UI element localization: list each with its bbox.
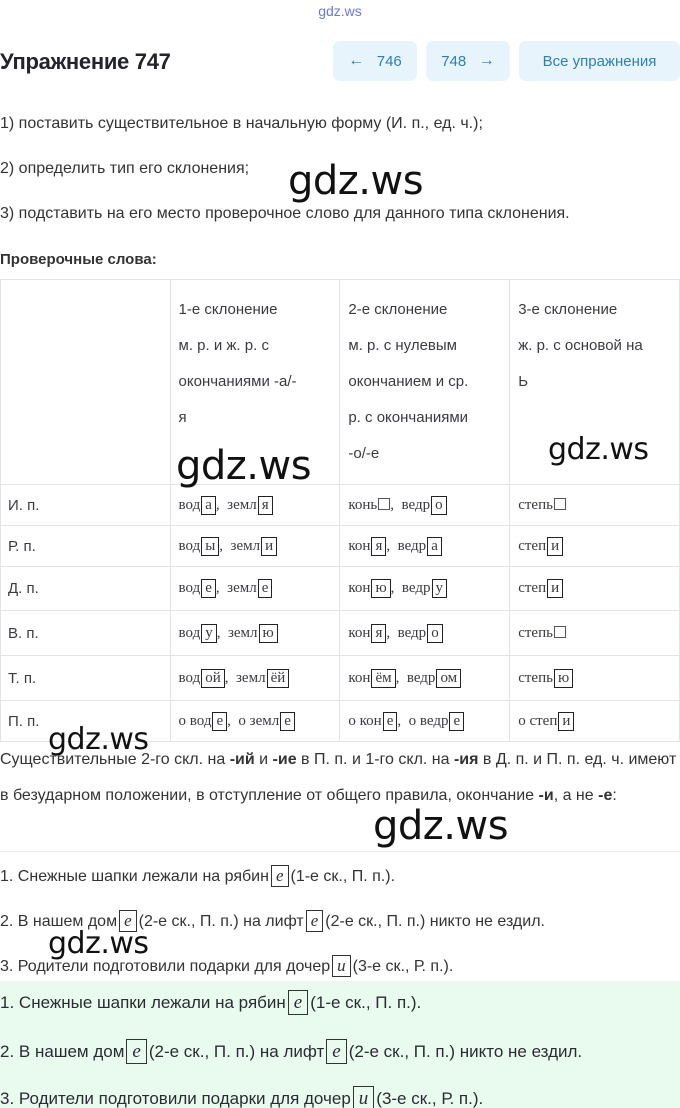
prev-exercise-button[interactable] [333, 41, 417, 81]
highlight-line-3 [0, 1086, 483, 1108]
declension-table [0, 279, 680, 742]
word-ending: е [212, 712, 227, 731]
answer-text: (3-е ск., Р. п.). [376, 1089, 484, 1108]
word-stem: степь [518, 669, 553, 686]
header-desc-line: м. р. с нулевым [348, 337, 457, 354]
word-stem: земл [227, 496, 257, 513]
header-desc-line: ж. р. с основой на [518, 337, 643, 354]
forms-declension-2: кон я , ведр о [340, 611, 510, 656]
word-ending: е [280, 712, 295, 731]
word-stem: вод [178, 537, 201, 554]
word-ending: ой [201, 669, 225, 688]
word-ending: е [201, 579, 216, 598]
word-stem: вод [178, 624, 201, 641]
word-ending: о [427, 624, 443, 643]
forms-declension-1: вод ой , земл ёй [170, 656, 340, 701]
answer-text: В нашем дом [17, 913, 118, 930]
header-desc-line: Ь [518, 373, 529, 390]
header-desc-line: р. с окончаниями [348, 409, 469, 426]
header-desc-line: окончаниями -а/- [178, 373, 297, 390]
answer-text: (3-е ск., Р. п.). [352, 958, 454, 975]
word-stem: степь [518, 496, 553, 513]
answer-ending-box: е [326, 1039, 346, 1064]
word-stem: кон [348, 537, 371, 554]
word-ending: и [547, 579, 563, 598]
answer-ending-box: е [126, 1039, 146, 1064]
word-stem: вод [178, 580, 201, 596]
word-stem: ведр [406, 669, 436, 686]
step-1: 1) поставить существительное в начальную форму (И. п., ед. ч.); [0, 115, 483, 132]
word-stem: степ [518, 580, 547, 596]
answer-ending-box: и [353, 1086, 375, 1108]
word-stem: степ [518, 537, 547, 554]
word-ending: ы [201, 537, 219, 556]
note-ending: -ия [453, 751, 479, 768]
note-text: и [254, 751, 273, 768]
note-text: в Д. п. и П. п. ед. ч. имеют в безударном положении, в отступление от общего правила, окончание [0, 751, 677, 804]
answer-number: 2. [0, 1042, 15, 1061]
word-stem: кон [348, 624, 371, 641]
answer-text: Родители подготовили подарки для дочер [17, 958, 331, 975]
header-desc-line: м. р. и ж. р. с [178, 337, 269, 354]
word-ending: и [558, 712, 574, 731]
watermark: gdz.ws [373, 803, 509, 849]
prev-exercise-label: 746 [376, 52, 402, 70]
word-ending: я [258, 496, 273, 515]
answer-number: 1. [0, 868, 14, 885]
word-stem: ведр [401, 496, 431, 513]
answer-text: Родители подготовили подарки для дочер [18, 1089, 351, 1108]
forms-declension-2: конь , ведр о [340, 485, 510, 526]
answer-text: Снежные шапки лежали на рябин [18, 993, 286, 1012]
header-desc-line: окончанием и ср. [348, 373, 469, 390]
forms-declension-3 [510, 526, 680, 567]
forms-declension-3 [510, 656, 680, 701]
note-text: Существительные 2-го скл. на [0, 751, 230, 768]
forms-declension-1: вод е , земл е [170, 567, 340, 611]
step-3: 3) подставить на его место проверочное слово для данного типа склонения. [0, 205, 570, 222]
word-stem: конь [348, 496, 378, 513]
header-desc-line: я [178, 409, 187, 426]
word-ending: ю [554, 669, 573, 688]
word-ending: а [201, 496, 216, 515]
next-exercise-label: 748 [441, 52, 467, 70]
null-ending-box [378, 498, 390, 510]
answer-text: (2-е ск., П. п.) на лифт [138, 913, 304, 930]
note-text: в П. п. и 1-го скл. на [296, 751, 454, 768]
word-stem: земл [227, 624, 258, 641]
arrow-right-icon: → [478, 52, 495, 69]
answer-number: 3. [0, 958, 14, 975]
case-name: Р. п. [1, 526, 171, 567]
word-ending: а [427, 537, 442, 556]
word-stem: земл [230, 537, 261, 554]
answer-ending-box: е [306, 910, 324, 932]
answer-text: В нашем дом [18, 1042, 125, 1061]
word-stem: ведр [397, 537, 427, 554]
answer-text: (2-е ск., П. п.) никто не ездил. [325, 913, 545, 930]
word-stem: вод [178, 496, 201, 513]
note-text: , а не [553, 787, 599, 804]
site-link[interactable]: gdz.ws [318, 3, 362, 19]
page-title: Упражнение 747 [0, 49, 171, 74]
forms-declension-1: вод а , земл я [170, 485, 340, 526]
word-ending: я [371, 537, 386, 556]
answer-text: (1-е ск., П. п.). [290, 868, 396, 885]
word-stem: кон [348, 580, 371, 596]
word-stem: о вод [178, 712, 212, 729]
check-words-label: Проверочные слова: [0, 251, 157, 268]
note-text: : [612, 787, 617, 804]
next-exercise-button[interactable] [426, 41, 510, 81]
case-name: Д. п. [1, 567, 171, 611]
table-row [1, 526, 680, 567]
word-stem: о земл [238, 712, 280, 729]
all-exercises-button[interactable]: Все упражнения [519, 41, 680, 81]
null-ending-box [554, 498, 566, 510]
word-stem: вод [178, 669, 201, 686]
answers-highlighted [0, 981, 680, 1108]
header-title: 2-е склонение [348, 301, 448, 318]
forms-declension-2: кон ём , ведр ом [340, 656, 510, 701]
highlight-line-1 [0, 990, 421, 1015]
answers-plain [0, 851, 680, 981]
answer-line-1 [0, 865, 395, 887]
header-declension-2 [340, 280, 510, 485]
word-stem: земл [227, 580, 257, 596]
highlight-line-2 [0, 1039, 582, 1064]
arrow-left-icon: ← [348, 52, 365, 69]
word-stem: о степ [518, 712, 558, 729]
table-corner-cell [1, 280, 171, 485]
word-stem: ведр [397, 624, 427, 641]
answer-number: 3. [0, 1089, 15, 1108]
word-stem: степь [518, 624, 553, 641]
word-stem: земл [236, 669, 266, 686]
word-ending: у [432, 579, 448, 598]
forms-declension-3 [510, 485, 680, 526]
watermark: gdz.ws [288, 158, 424, 204]
word-ending: ю [371, 579, 390, 598]
case-name: П. п. [1, 701, 171, 742]
note-ending: -и [538, 787, 554, 804]
forms-declension-2: кон я , ведр а [340, 526, 510, 567]
word-ending: о [431, 496, 447, 515]
watermark: gdz.ws [48, 926, 149, 961]
step-2: 2) определить тип его склонения; [0, 160, 250, 177]
table-row [1, 485, 680, 526]
answer-text: (2-е ск., П. п.) на лифт [148, 1042, 325, 1061]
answer-text: Снежные шапки лежали на рябин [17, 868, 269, 885]
exercise-header [0, 41, 680, 81]
note-ending: -е [598, 787, 613, 804]
forms-declension-2: о кон е , о ведр е [340, 701, 510, 742]
watermark: gdz.ws [48, 722, 149, 757]
forms-declension-1: вод ы , земл и [170, 526, 340, 567]
word-ending: е [383, 712, 398, 731]
case-name: В. п. [1, 611, 171, 656]
word-ending: е [258, 579, 273, 598]
word-ending: ёй [267, 669, 290, 688]
word-ending: и [547, 537, 563, 556]
answer-number: 2. [0, 913, 14, 930]
answer-ending-box: е [271, 865, 289, 887]
forms-declension-3 [510, 611, 680, 656]
answer-ending-box: е [288, 990, 308, 1015]
forms-declension-3 [510, 701, 680, 742]
word-stem: о ведр [408, 712, 449, 729]
forms-declension-1: вод у , земл ю [170, 611, 340, 656]
word-stem: ведр [401, 580, 431, 596]
word-ending: ём [371, 669, 395, 688]
note-ending: -ий [229, 751, 255, 768]
watermark: gdz.ws [548, 432, 649, 467]
answer-number: 1. [0, 993, 15, 1012]
answer-text: (1-е ск., П. п.). [310, 993, 422, 1012]
table-row [1, 567, 680, 611]
word-stem: о кон [348, 712, 382, 729]
word-ending: е [449, 712, 464, 731]
null-ending-box [554, 626, 566, 638]
table-row [1, 656, 680, 701]
header-desc-line: -о/-е [348, 445, 380, 462]
answer-ending-box: е [119, 910, 137, 932]
word-ending: ом [436, 669, 461, 688]
watermark: gdz.ws [176, 443, 312, 489]
word-ending: и [261, 537, 277, 556]
case-name: Т. п. [1, 656, 171, 701]
word-ending: ю [259, 624, 278, 643]
forms-declension-1: о вод е , о земл е [170, 701, 340, 742]
note-ending: -ие [272, 751, 297, 768]
word-stem: кон [348, 669, 371, 686]
word-ending: у [201, 624, 217, 643]
word-ending: я [371, 624, 386, 643]
forms-declension-3 [510, 567, 680, 611]
header-title: 1-е склонение [178, 301, 278, 318]
header-title: 3-е склонение [518, 301, 618, 318]
answer-ending-box: и [332, 955, 351, 977]
forms-declension-2: кон ю , ведр у [340, 567, 510, 611]
case-name: И. п. [1, 485, 171, 526]
table-row [1, 611, 680, 656]
answer-text: (2-е ск., П. п.) никто не ездил. [348, 1042, 583, 1061]
